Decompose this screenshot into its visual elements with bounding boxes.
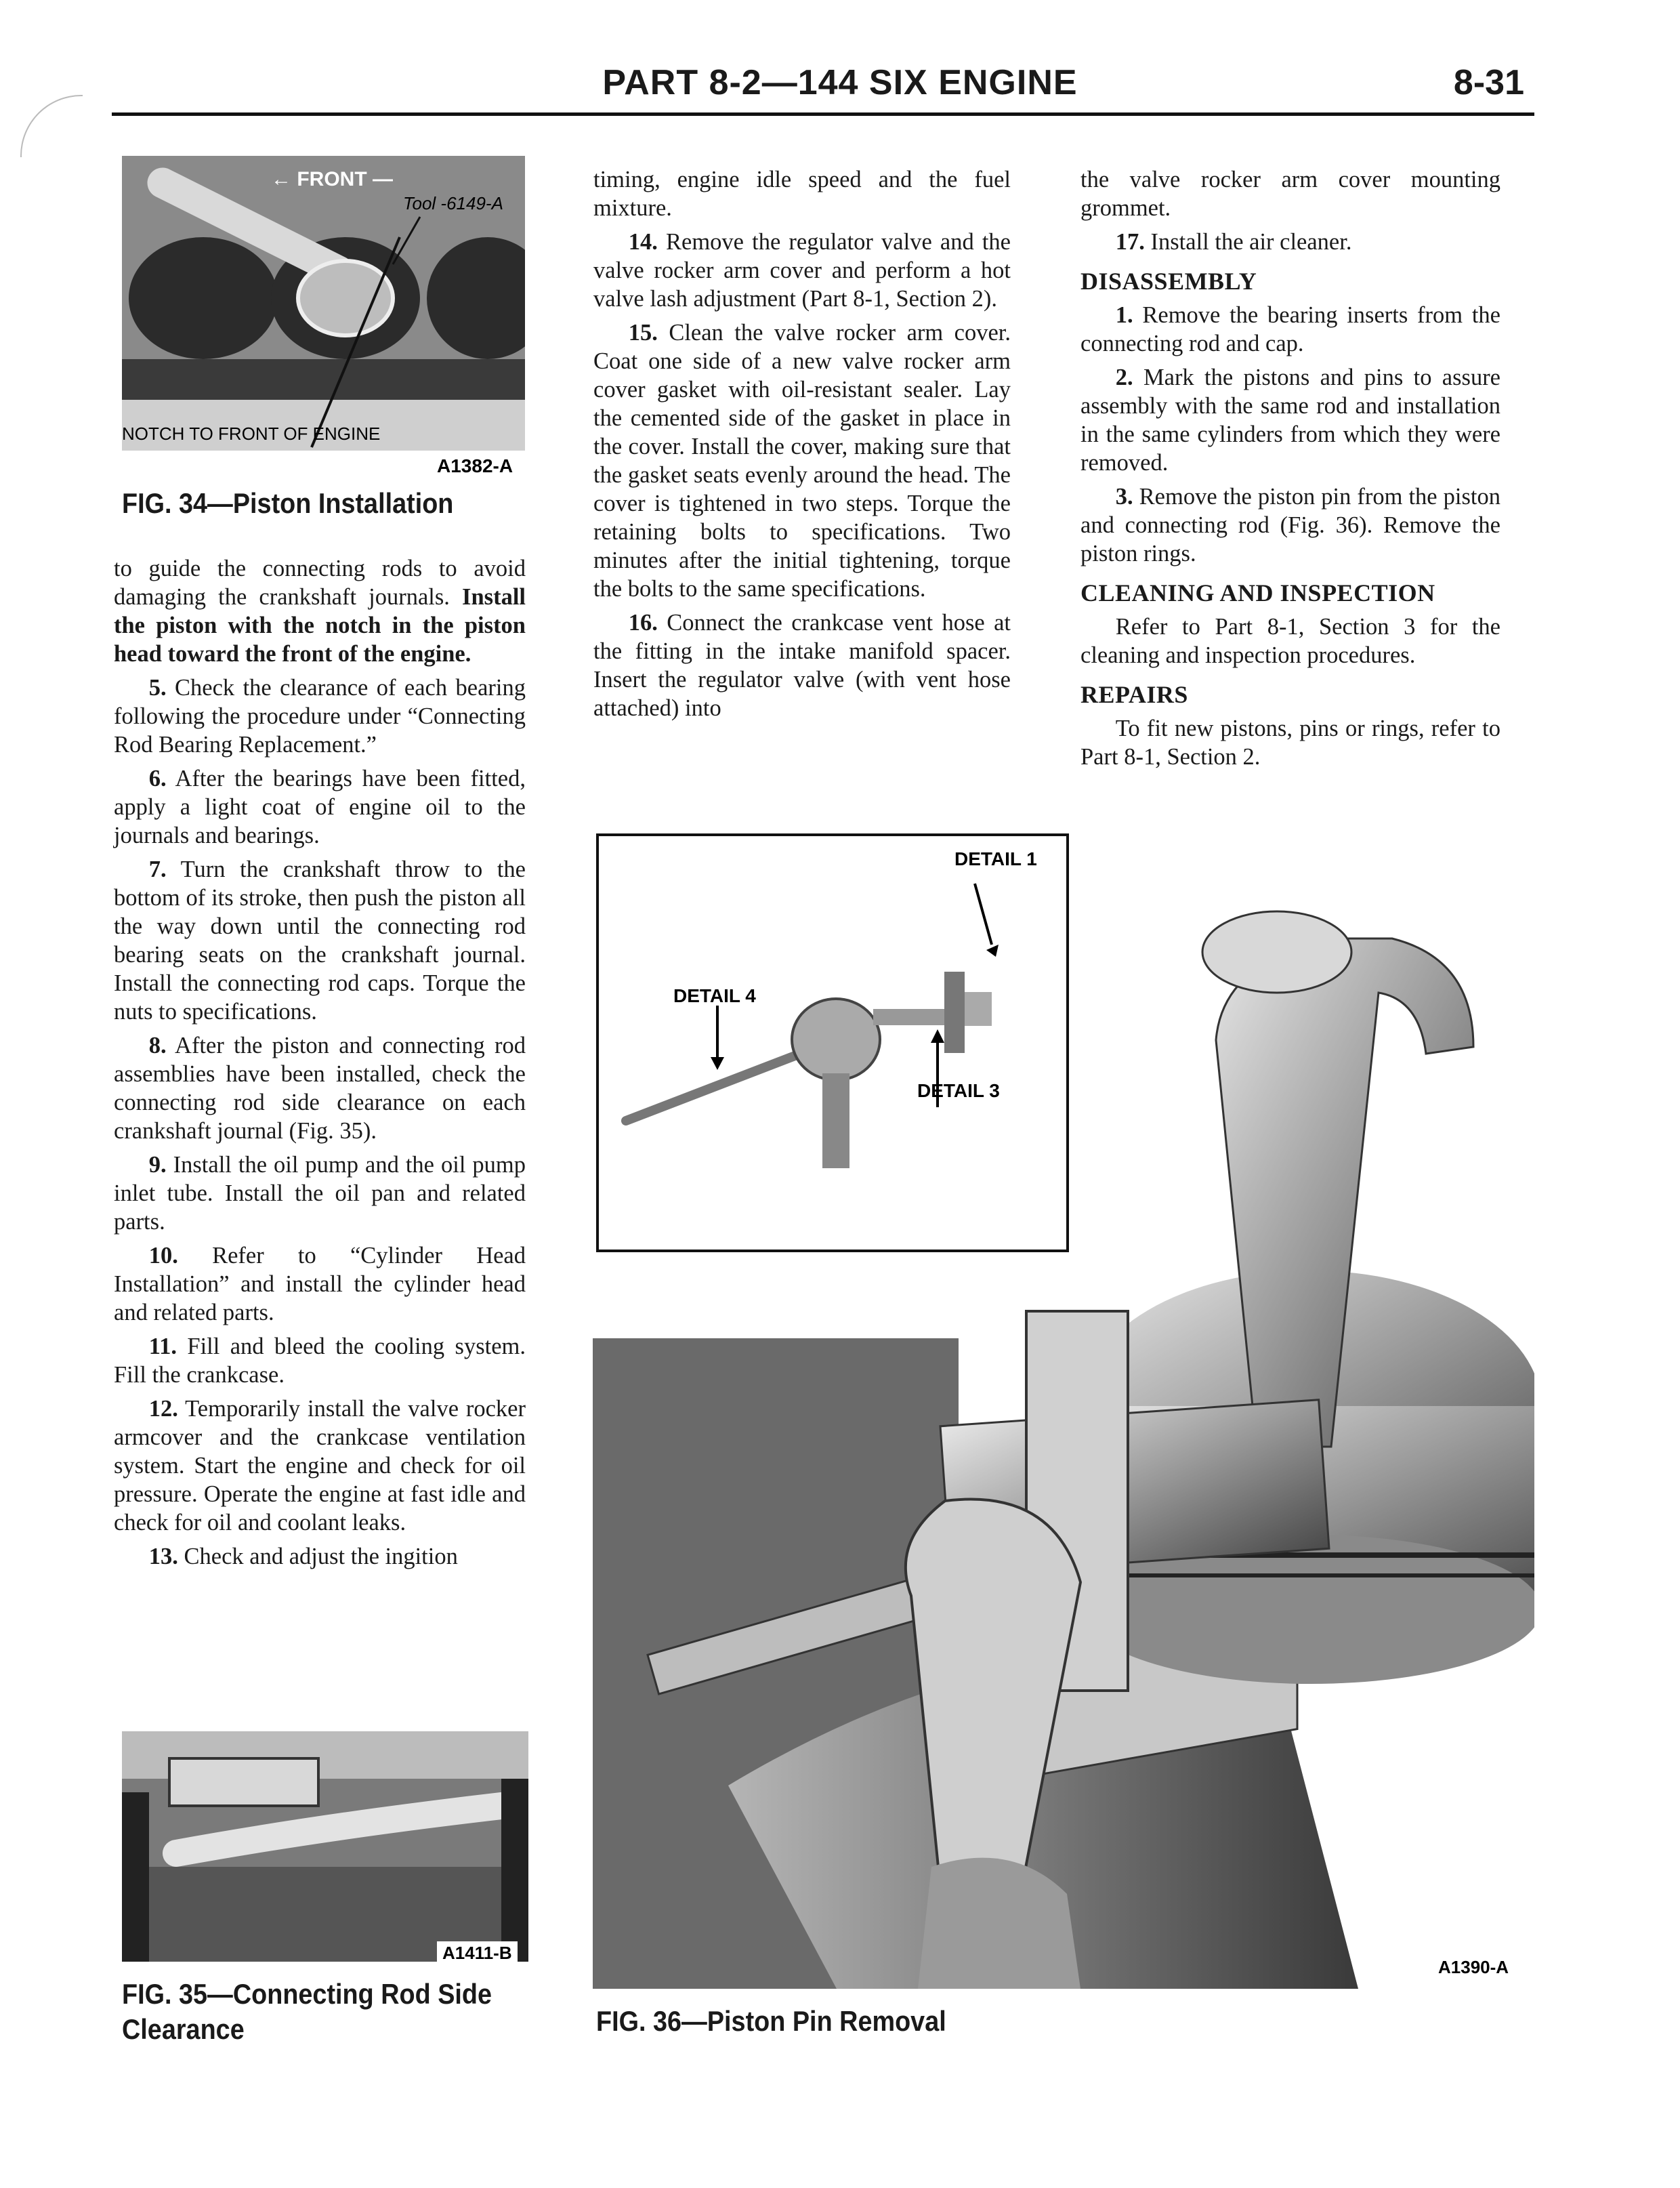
step-number: 10.	[148, 1243, 178, 1268]
step-11	[114, 1332, 526, 1389]
step-number: 15.	[628, 320, 658, 346]
page-number: 8-31	[1453, 63, 1524, 102]
step-number: 5.	[148, 675, 167, 701]
step-text: Check and adjust the ingition	[177, 1544, 458, 1569]
step-9	[114, 1151, 526, 1236]
step-text: Remove the piston pin from the piston and connecting rod (Fig. 36). Remove the piston rings.	[1080, 484, 1500, 566]
cleaning-text: Refer to Part 8-1, Section 3 for the cleaning and inspection procedures.	[1080, 614, 1500, 668]
heading-cleaning-inspection: CLEANING AND INSPECTION	[1080, 579, 1435, 606]
step-number: 9.	[148, 1152, 167, 1178]
step-text: Install the air cleaner.	[1144, 229, 1352, 255]
header-rule	[112, 112, 1534, 116]
step-number: 7.	[148, 856, 167, 882]
step-12	[114, 1395, 526, 1537]
fig35-photo	[122, 1731, 528, 1962]
fig34-caption: FIG. 34—Piston Installation	[122, 487, 454, 519]
step-10	[114, 1241, 526, 1327]
step-text: Temporarily install the valve rocker armcover and the crankcase ventilation system. Start the engine and check for oil pressure. Operate the engine at fast idle and check for oil and coolant leaks.	[114, 1396, 526, 1535]
col1-intro	[114, 554, 526, 668]
col3-continuation: the valve rocker arm cover mounting grommet.	[1080, 167, 1500, 221]
repairs-text: To fit new pistons, pins or rings, refer to Part 8-1, Section 2.	[1080, 716, 1500, 770]
heading-disassembly: DISASSEMBLY	[1080, 268, 1257, 295]
col1-intro-text: to guide the connecting rods to avoid damaging the crankshaft journals.	[114, 556, 526, 610]
step-number: 16.	[628, 610, 658, 636]
step-text: Clean the valve rocker arm cover. Coat one side of a new valve rocker arm cover gasket with oil-resistant sealer. Lay the cemented side of the gasket in place in the cover. Install the cover, making sure that the gasket seats evenly around the head. The cover is tightened in two steps. Torque the retaining bolts to specifications. Two minutes after the initial tightening, torque the bolts to the same specifications.	[593, 320, 1011, 602]
step-text: Remove the regulator valve and the valve rocker arm cover and perform a hot valve lash adjustment (Part 8-1, Section 2).	[593, 229, 1011, 312]
disassembly-step-2	[1080, 363, 1500, 477]
detail-4-label: DETAIL 4	[673, 985, 756, 1006]
step-number: 3.	[1115, 484, 1133, 510]
step-text: Mark the pistons and pins to assure assembly with the same rod and installation in the same cylinders from which they were removed.	[1080, 365, 1500, 476]
fig34-code: A1382-A	[437, 455, 513, 476]
step-14	[593, 228, 1011, 313]
step-number: 17.	[1115, 229, 1145, 255]
column-3-text	[1080, 165, 1500, 777]
disassembly-step-1	[1080, 301, 1500, 358]
step-15	[593, 318, 1011, 603]
col1-intro-bold: Install the piston with the notch in the piston head toward the front of the engine.	[114, 584, 526, 667]
scan-artifact	[20, 95, 83, 157]
step-number: 8.	[148, 1033, 167, 1058]
disassembly-step-3	[1080, 482, 1500, 568]
step-text: Refer to “Cylinder Head Installation” and install the cylinder head and related parts.	[114, 1243, 526, 1325]
step-6	[114, 764, 526, 850]
fig36-photo	[593, 823, 1534, 1989]
step-text: Check the clearance of each bearing following the procedure under “Connecting Rod Bearing Replacement.”	[114, 675, 526, 758]
fig35-caption-line-1: FIG. 35—Connecting Rod Side	[122, 1978, 492, 2010]
fig34-tool-label: Tool -6149-A	[403, 193, 503, 213]
fig34-photo	[122, 156, 525, 451]
step-text: After the piston and connecting rod assemblies have been installed, check the connecting rod side clearance on each crankshaft journal (Fig. 35).	[114, 1033, 526, 1144]
col2-continuation: timing, engine idle speed and the fuel mixture.	[593, 167, 1011, 221]
fig35-code: A1411-B	[437, 1941, 518, 1965]
detail-3-label: DETAIL 3	[917, 1080, 1000, 1101]
step-text: Fill and bleed the cooling system. Fill the crankcase.	[114, 1334, 526, 1388]
detail-1-label: DETAIL 1	[954, 848, 1037, 869]
step-text: After the bearings have been fitted, apply a light coat of engine oil to the journals and bearings.	[114, 766, 526, 848]
step-number: 11.	[148, 1334, 177, 1359]
step-number: 14.	[628, 229, 658, 255]
step-text: Turn the crankshaft throw to the bottom of its stroke, then push the piston all the way down until the connecting rod bearing seats on the crankshaft journal. Install the connecting rod caps. Torque the nuts to specifications.	[114, 856, 526, 1025]
step-text: Install the oil pump and the oil pump inlet tube. Install the oil pan and related parts.	[114, 1152, 526, 1235]
step-5	[114, 674, 526, 759]
heading-repairs: REPAIRS	[1080, 681, 1188, 708]
step-number: 2.	[1115, 365, 1133, 390]
step-number: 1.	[1115, 302, 1133, 328]
step-number: 13.	[148, 1544, 178, 1569]
fig36-code: A1390-A	[1433, 1956, 1514, 1979]
column-2-text	[593, 165, 1011, 728]
step-8	[114, 1031, 526, 1145]
step-text: Connect the crankcase vent hose at the fitting in the intake manifold spacer. Insert the regulator valve (with vent hose attached) into	[593, 610, 1011, 721]
fig35-caption-line-2: Clearance	[122, 2013, 245, 2045]
fig36-illustration	[593, 823, 1534, 1989]
fig36-caption: FIG. 36—Piston Pin Removal	[596, 2005, 946, 2037]
fig35-illustration	[122, 1731, 528, 1962]
step-16	[593, 608, 1011, 722]
step-number: 6.	[148, 766, 167, 791]
step-13	[114, 1542, 526, 1571]
step-7	[114, 855, 526, 1026]
step-text: Remove the bearing inserts from the connecting rod and cap.	[1080, 302, 1500, 356]
page-header-title: PART 8-2—144 SIX ENGINE	[602, 63, 1078, 102]
step-number: 12.	[148, 1396, 178, 1422]
column-1-text	[114, 554, 526, 1576]
fig34-front-label: ← FRONT —	[271, 168, 393, 190]
fig34-notch-label: NOTCH TO FRONT OF ENGINE	[122, 424, 381, 444]
step-17	[1080, 228, 1500, 256]
